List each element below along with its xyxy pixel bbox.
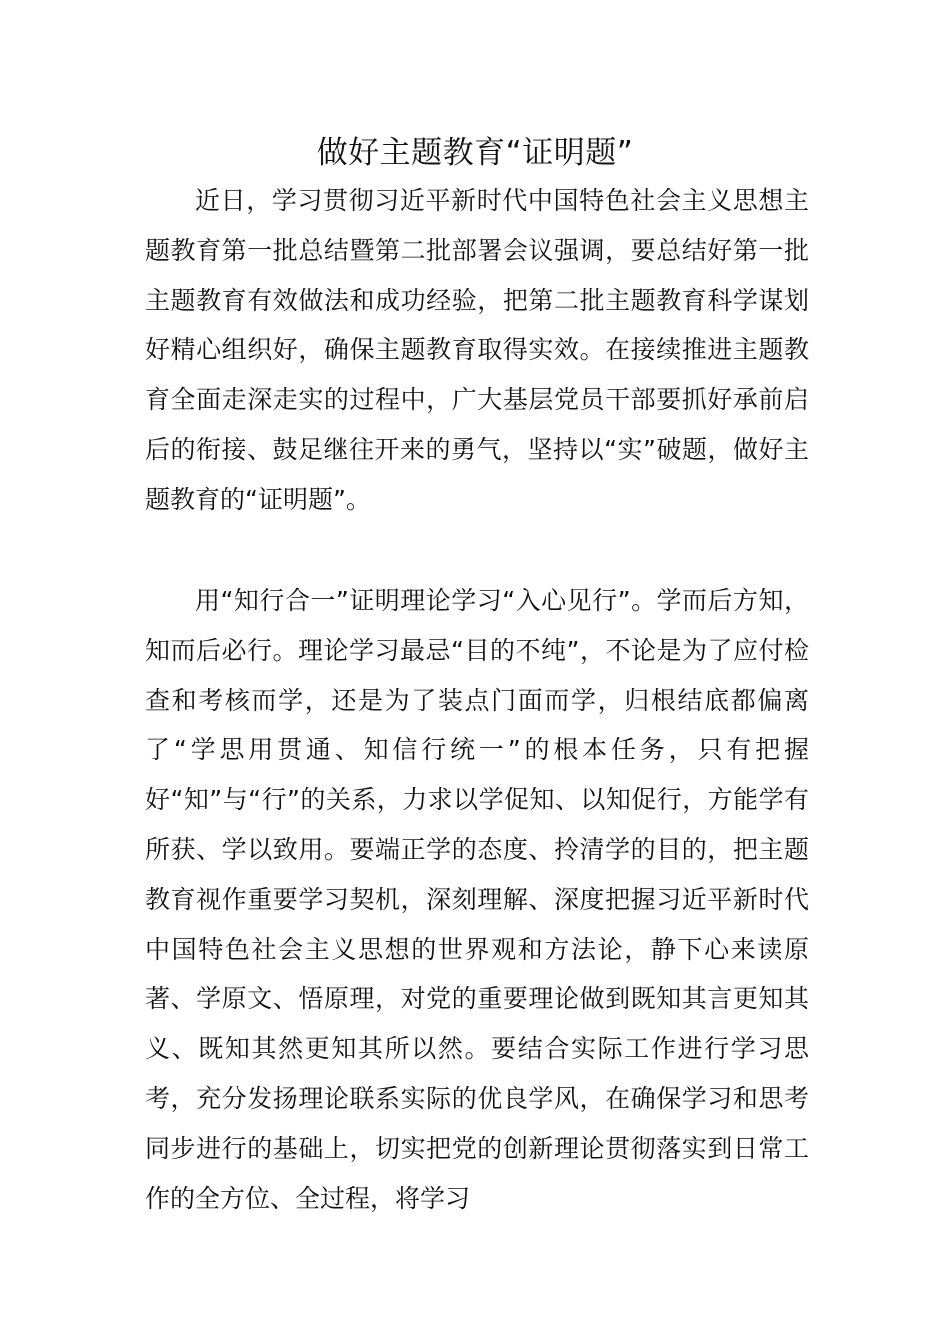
- paragraph-intro: 近日，学习贯彻习近平新时代中国特色社会主义思想主题教育第一批总结暨第二批部署会议强调，要总结好第一批主题教育有效做法和成功经验，把第二批主题教育科学谋划好精心组织好，确保主题教育取得实效。在接续推进主题教育全面走深走实的过程中，广大基层党员干部要抓好承前启后的衔接、鼓足继往开来的勇气，坚持以“实”破题，做好主题教育的“证明题”。: [145, 186, 809, 514]
- document-title: 做好主题教育“证明题”: [316, 135, 634, 171]
- paragraph-theory-study: 用“知行合一”证明理论学习“入心见行”。学而后方知，知而后必行。理论学习最忌“目的不纯”，不论是为了应付检查和考核而学，还是为了装点门面而学，归根结底都偏离了“学思用贯通、知信行统一”的根本任务，只有把握好“知”与“行”的关系，力求以学促知、以知促行，方能学有所获、学以致用。要端正学的态度、拎清学的目的，把主题教育视作重要学习契机，深刻理解、深度把握习近平新时代中国特色社会主义思想的世界观和方法论，静下心来读原著、学原文、悟原理，对党的重要理论做到既知其言更知其义、既知其然更知其所以然。要结合实际工作进行学习思考，充分发扬理论联系实际的优良学风，在确保学习和思考同步进行的基础上，切实把党的创新理论贯彻落实到日常工作的全方位、全过程，将学习: [145, 586, 809, 1213]
